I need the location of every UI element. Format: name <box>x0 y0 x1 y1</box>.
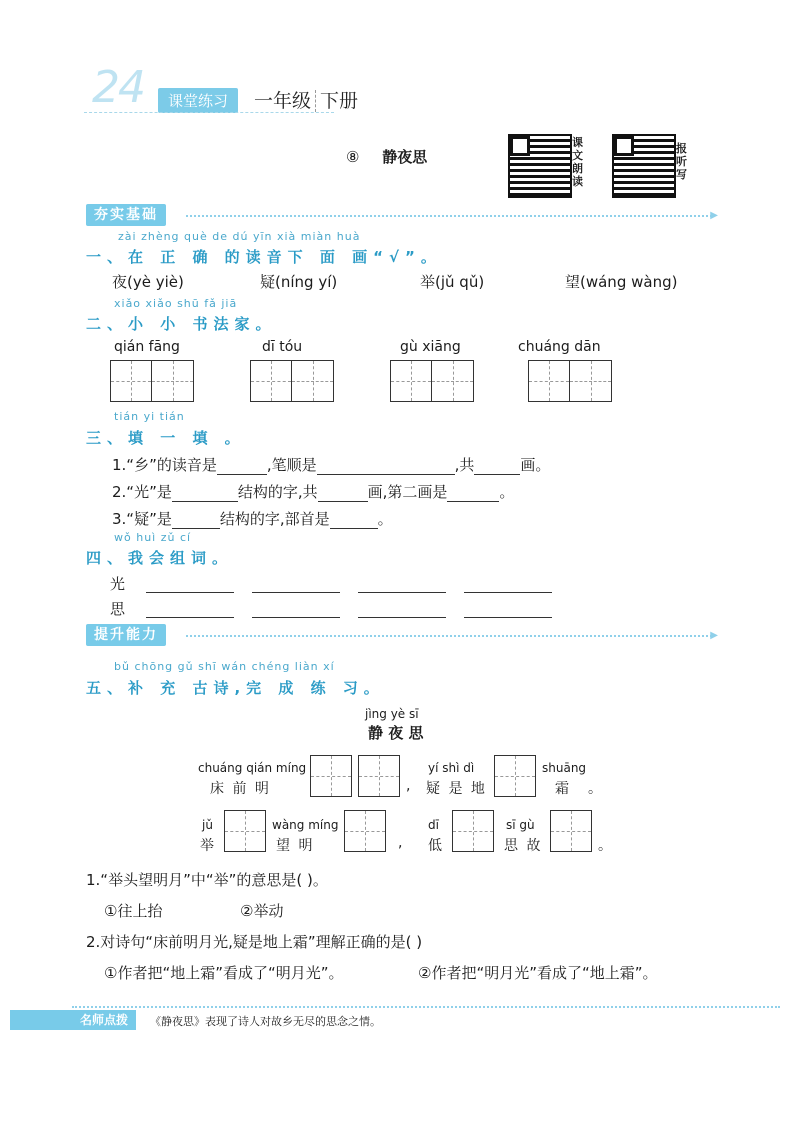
answer-blank[interactable] <box>317 460 455 475</box>
punctuation: 。 <box>598 838 612 854</box>
poem-chars: 低 <box>428 838 442 854</box>
q1-item[interactable]: 夜(yè yiè) <box>112 273 184 291</box>
section-banner-advanced <box>86 624 718 646</box>
poem-chars: 思 故 <box>504 838 543 854</box>
lesson-number: ⑧ <box>346 148 360 166</box>
arrow-icon: ▶ <box>710 210 718 221</box>
poem-chars: 望 明 <box>276 838 315 854</box>
answer-line[interactable] <box>464 592 552 593</box>
grade-label: 一年级 下册 <box>254 90 359 112</box>
writing-grid[interactable] <box>390 360 474 402</box>
poem-chars: 床 前 明 <box>210 781 271 797</box>
q3-line-2: 2.“光”是 结构的字,共 画,第二画是 。 <box>112 483 515 501</box>
lesson-title <box>346 146 427 167</box>
answer-blank[interactable] <box>330 514 378 529</box>
q1-item[interactable]: 望(wáng wàng) <box>565 273 678 291</box>
poem-pinyin: yí shì dì <box>428 761 475 775</box>
answer-line[interactable] <box>464 617 552 618</box>
footer-divider <box>72 1006 780 1008</box>
answer-line[interactable] <box>252 592 340 593</box>
teacher-tip-tag: 名师点拨 <box>72 1010 136 1030</box>
q1-item[interactable]: 疑(níng yí) <box>260 273 338 291</box>
q4-pinyin: wǒ huì zǔ cí <box>114 531 192 544</box>
qr-label-dictation: 报听写 <box>676 142 687 181</box>
q4-char: 光 <box>110 575 126 593</box>
section-label: 夯实基础 <box>86 204 166 226</box>
q2-word-pinyin: chuáng dān <box>518 339 601 355</box>
poem-blank-box[interactable] <box>224 810 266 852</box>
answer-line[interactable] <box>358 617 446 618</box>
punctuation: , <box>406 778 411 794</box>
qr-label-reading: 课文朗读 <box>572 136 583 188</box>
header-divider <box>84 112 334 113</box>
q3-title: 三、填 一 填 。 <box>86 429 246 447</box>
poem-chars: 疑 是 地 <box>426 781 487 797</box>
qr-code-dictation[interactable] <box>612 134 676 198</box>
poem-pinyin: jǔ <box>202 818 213 832</box>
mc2-option-a[interactable]: ①作者把“地上霜”看成了“明月光”。 <box>104 964 344 982</box>
q4-char: 思 <box>110 600 126 618</box>
q4-title: 四、我会组词。 <box>86 549 234 567</box>
section-tag: 课堂练习 <box>158 88 238 113</box>
q3-line-3: 3.“疑”是 结构的字,部首是 。 <box>112 510 393 528</box>
poem-blank-box[interactable] <box>358 755 400 797</box>
poem-chars: 举 <box>200 838 214 854</box>
lesson-name: 静夜思 <box>382 148 428 166</box>
answer-line[interactable] <box>358 592 446 593</box>
punctuation: , <box>398 835 403 851</box>
poem-title-pinyin: jìng yè sī <box>365 707 419 721</box>
poem-pinyin: chuáng qián míng <box>198 761 307 775</box>
poem-pinyin: wàng míng <box>272 818 339 832</box>
mc1-option-b[interactable]: ②举动 <box>240 902 284 920</box>
answer-blank[interactable] <box>318 487 368 502</box>
q2-pinyin: xiǎo xiǎo shū fǎ jiā <box>114 297 238 310</box>
q2-word-pinyin: gù xiāng <box>400 339 461 355</box>
mc1-question: 1.“举头望明月”中“举”的意思是( )。 <box>86 871 328 889</box>
q2-word-pinyin: dī tóu <box>262 339 303 355</box>
answer-line[interactable] <box>252 617 340 618</box>
arrow-icon: ▶ <box>710 630 718 641</box>
q1-title: 一、在 正 确 的读音下 面 画“√”。 <box>86 248 442 266</box>
poem-blank-box[interactable] <box>550 810 592 852</box>
writing-grid[interactable] <box>528 360 612 402</box>
q2-word-pinyin: qián fāng <box>114 339 180 355</box>
mc1-option-a[interactable]: ①往上抬 <box>104 902 163 920</box>
answer-blank[interactable] <box>447 487 499 502</box>
q3-pinyin: tián yi tián <box>114 410 185 423</box>
q3-line-1: 1.“乡”的读音是 ,笔顺是 ,共 画。 <box>112 456 551 474</box>
answer-blank[interactable] <box>474 460 520 475</box>
page-number: 24 <box>92 62 144 113</box>
poem-blank-box[interactable] <box>452 810 494 852</box>
answer-line[interactable] <box>146 617 234 618</box>
answer-line[interactable] <box>146 592 234 593</box>
teacher-tip-text: 《静夜思》表现了诗人对故乡无尽的思念之情。 <box>150 1015 381 1028</box>
q5-pinyin: bǔ chōng gǔ shī wán chéng liàn xí <box>114 660 335 673</box>
q2-title: 二、小 小 书法家。 <box>86 315 277 333</box>
answer-blank[interactable] <box>172 487 238 502</box>
poem-pinyin: shuāng <box>542 761 587 775</box>
poem-blank-box[interactable] <box>494 755 536 797</box>
footer-bar <box>10 1010 72 1030</box>
poem-blank-box[interactable] <box>344 810 386 852</box>
poem-blank-box[interactable] <box>310 755 352 797</box>
poem-chars: 霜 <box>555 781 569 797</box>
punctuation: 。 <box>588 781 602 797</box>
q1-pinyin: zài zhèng què de dú yīn xià miàn huà <box>118 230 361 243</box>
mc2-option-b[interactable]: ②作者把“明月光”看成了“地上霜”。 <box>418 964 658 982</box>
mc2-question: 2.对诗句“床前明月光,疑是地上霜”理解正确的是( ) <box>86 933 423 951</box>
q5-title: 五、补 充 古诗,完 成 练 习。 <box>86 679 385 697</box>
section-label: 提升能力 <box>86 624 166 646</box>
answer-blank[interactable] <box>172 514 220 529</box>
poem-pinyin: dī <box>428 818 439 832</box>
writing-grid[interactable] <box>110 360 194 402</box>
writing-grid[interactable] <box>250 360 334 402</box>
poem-pinyin: sī gù <box>506 818 535 832</box>
answer-blank[interactable] <box>217 460 267 475</box>
q1-item[interactable]: 举(jǔ qǔ) <box>420 273 485 291</box>
poem-title: 静 夜 思 <box>368 724 424 742</box>
section-banner-basic <box>86 204 718 226</box>
qr-code-reading[interactable] <box>508 134 572 198</box>
